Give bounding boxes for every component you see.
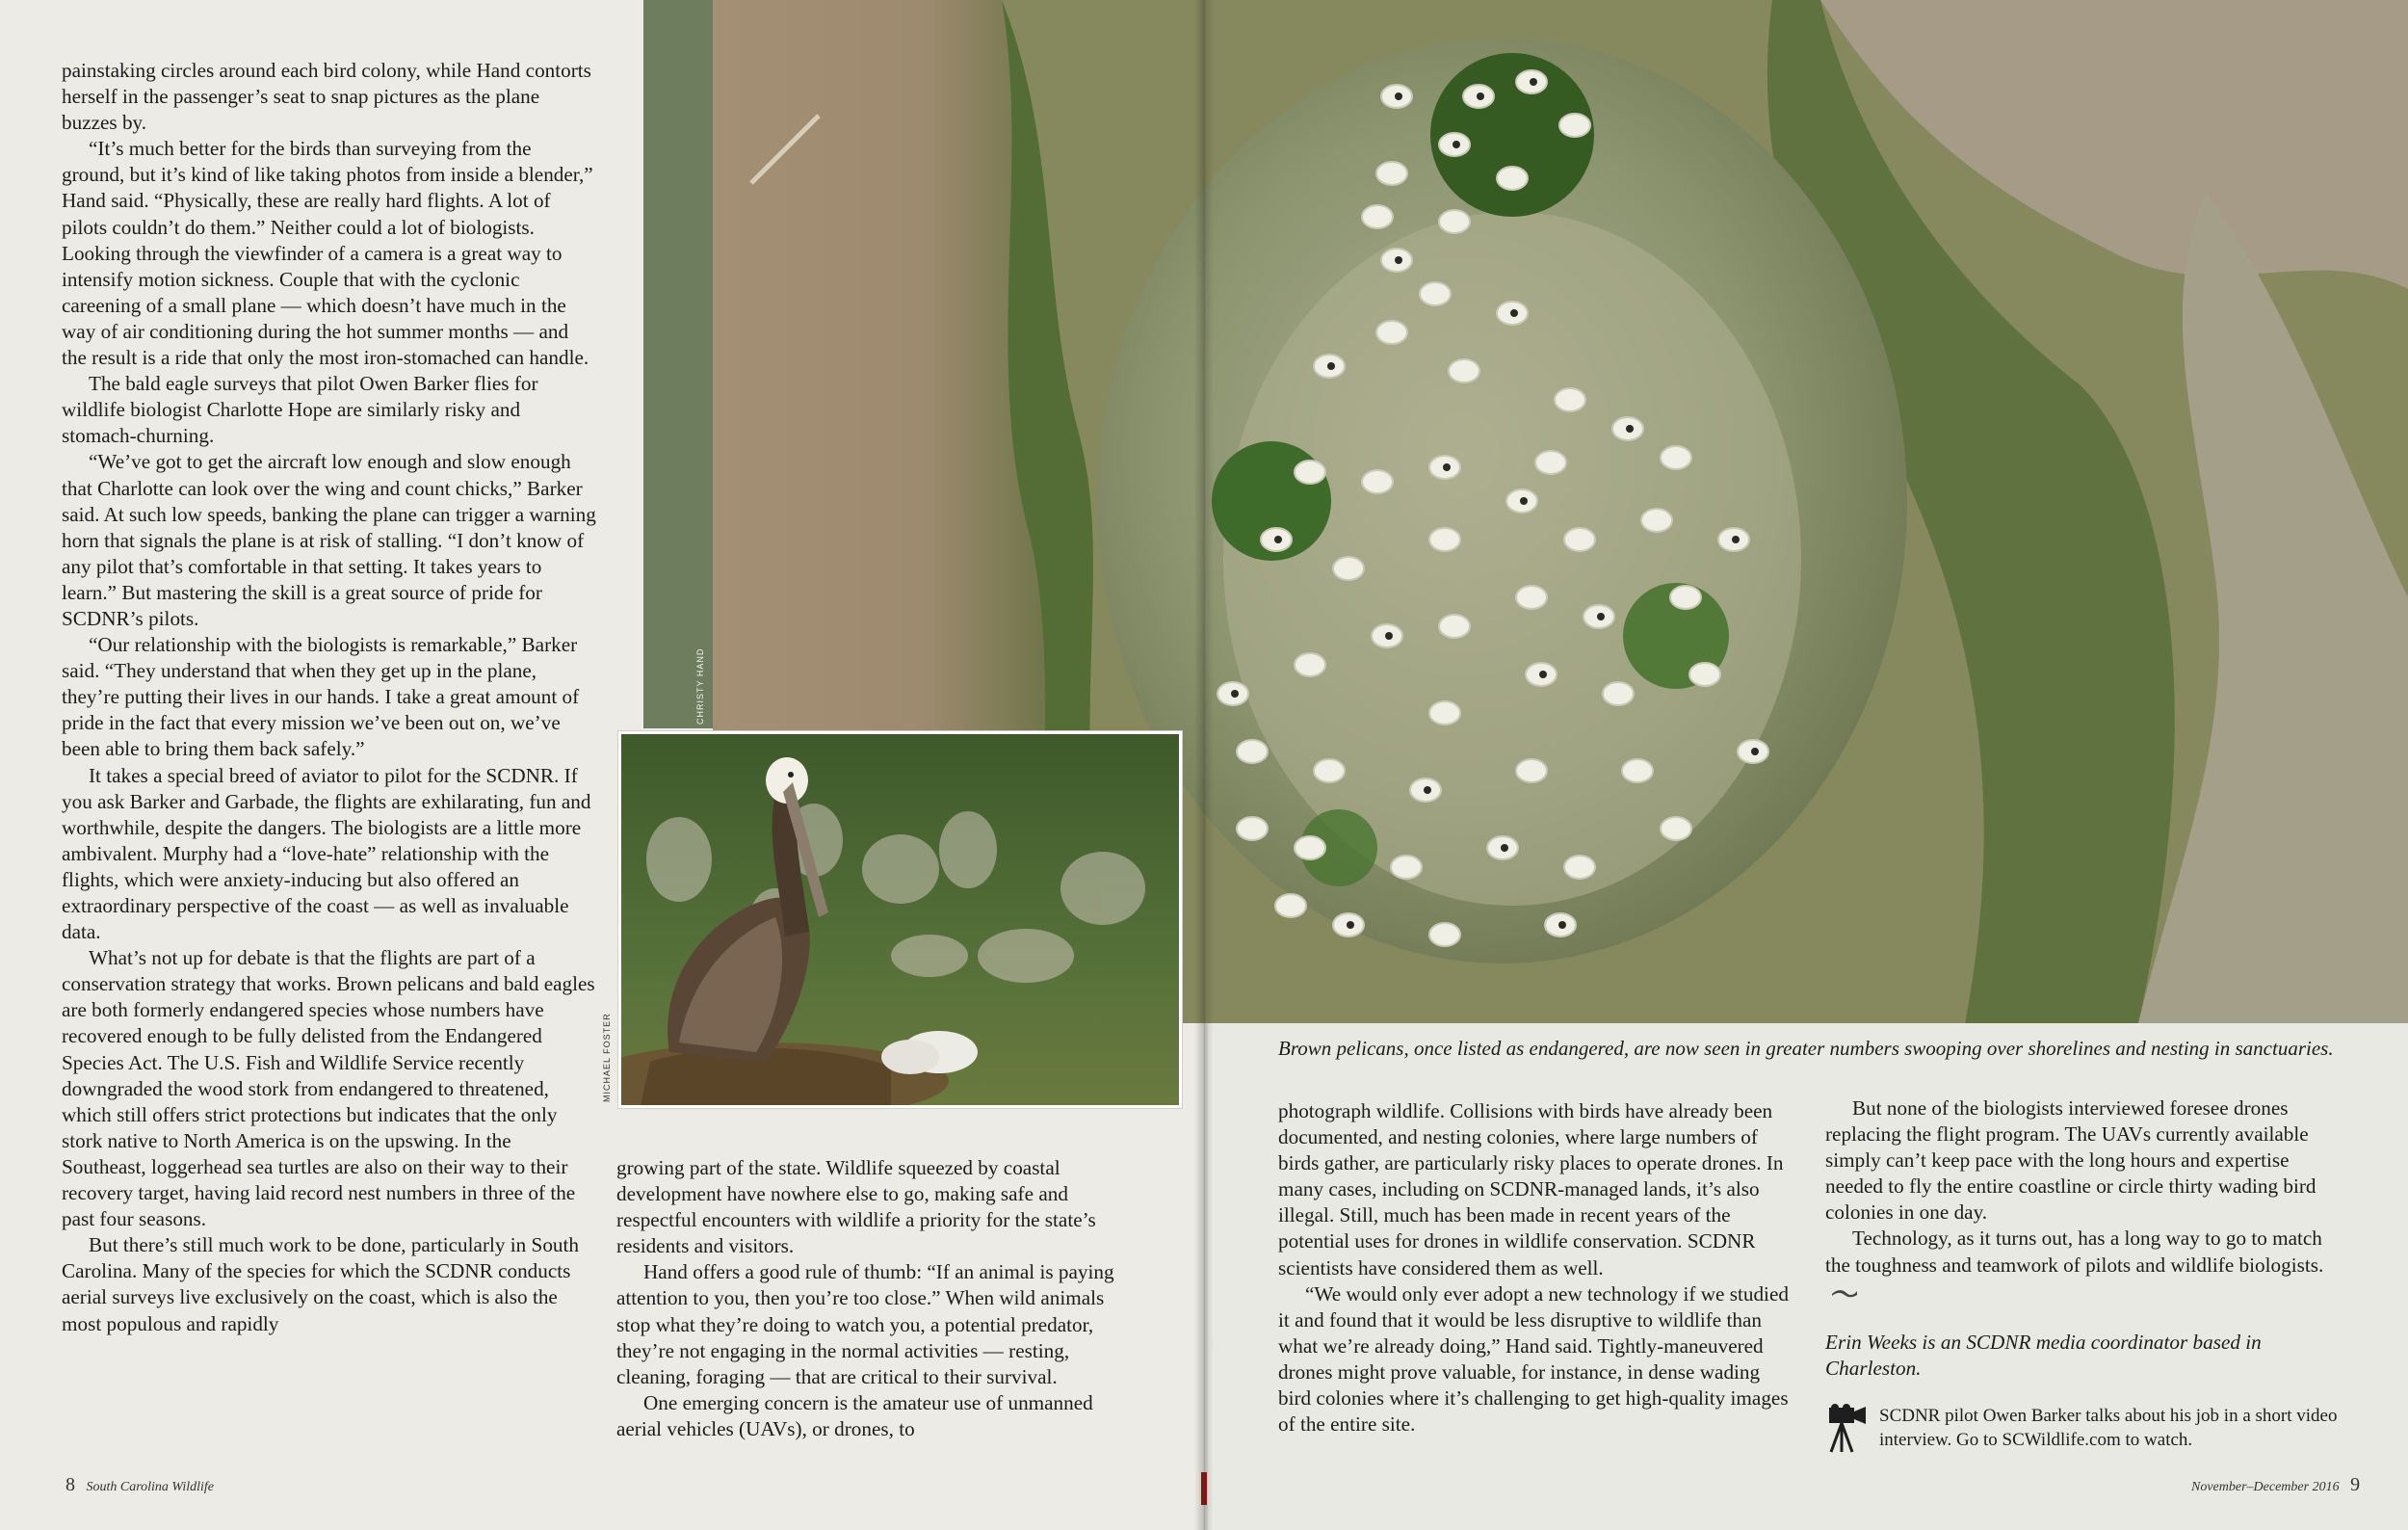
text-column-3: [1278, 1098, 1796, 1438]
spine-mark: [1201, 1472, 1207, 1505]
page-number-left: 8: [65, 1474, 75, 1495]
video-note-text: SCDNR pilot Owen Barker talks about his job in a short video interview. Go to SCWildlife.com to watch.: [1879, 1406, 2338, 1450]
paragraph: [1825, 1226, 2345, 1304]
aerial-photo-credit: CHRISTY HAND: [695, 647, 705, 725]
paragraph: painstaking circles around each bird colony, while Hand contorts herself in the passenger’s seat to snap pictures as the plane buzzes by.: [62, 59, 591, 135]
video-camera-icon: [1825, 1404, 1870, 1454]
paragraph: “Our relationship with the biologists is remarkable,” Barker said. “They understand that when they get up in the plane, they’re putting their lives in our hands. I take a great amount of pride in the fact that every mission we’ve been out on, we’ve been able to bring them back safely.”: [62, 633, 580, 761]
magazine-title: South Carolina Wildlife: [86, 1480, 214, 1494]
inset-pelican-photo: [617, 730, 1183, 1109]
paragraph: It takes a special breed of aviator to pilot for the SCDNR. If you ask Barker and Garbade, the flights are exhilarating, fun and worthwhile, despite the dangers. The biologists are a little more ambivalent. Murphy had a “love-hate” relationship with the flights, which were anxiety-inducing but also offered an extraordinary perspective of the coast — as well as invaluable data.: [62, 763, 591, 944]
page-number-right: 9: [2350, 1474, 2361, 1495]
footer-right: [2191, 1474, 2368, 1496]
author-bio: Erin Weeks is an SCDNR media coordinator based in Charleston.: [1825, 1330, 2262, 1380]
inset-photo-credit: MICHAEL FOSTER: [602, 1013, 612, 1102]
paragraph: “We would only ever adopt a new technology if we studied it and found that it would be less disruptive to wildlife than what we’re already doing,” Hand said. Tightly-maneuvered drones might prove valuable, for instance, in dense wading bird colonies where it’s challenging to get high-quality images of the entire site.: [1278, 1281, 1789, 1437]
paragraph-text: Technology, as it turns out, has a long way to go to match the toughness and teamwork of pilots and wildlife biologists.: [1825, 1227, 2324, 1277]
paragraph: photograph wildlife. Collisions with birds have already been documented, and nesting colonies, where large numbers of birds gather, are particularly risky places to operate drones. In many cases, including on SCDNR-managed lands, it’s also illegal. Still, much has been made in recent years of the potential uses for drones in wildlife conservation. SCDNR scientists have considered them as well.: [1278, 1099, 1784, 1279]
paragraph: “It’s much better for the birds than surveying from the ground, but it’s kind of like taking photos from inside a blender,” Hand said. “Physically, these are really hard flights. A lot of pilots couldn’t do them.” Neither could a lot of biologists. Looking through the viewfinder of a camera is a great way to intensify motion sickness. Couple that with the cyclonic careening of a small plane — which doesn’t have much in the way of air conditioning during the hot summer months — and the result is a ride that only the most iron-stomached can handle.: [62, 137, 593, 370]
video-note: [1825, 1404, 2365, 1452]
pelican-illustration: [621, 734, 1179, 1105]
text-column-1: [62, 58, 597, 1337]
green-sidebar-strip: [643, 0, 713, 728]
paragraph: But there’s still much work to be done, particularly in South Carolina. Many of the species for which the SCDNR conducts aerial surveys live exclusively on the coast, which is also the most populous and rapidly: [62, 1233, 580, 1335]
paragraph: But none of the biologists interviewed foresee drones replacing the flight program. The UAVs currently available simply can’t keep pace with the long hours and expertise needed to fly the entire coastline or circle thirty wading bird colonies in one day.: [1825, 1096, 2316, 1225]
text-column-4: [1825, 1095, 2345, 1382]
paragraph: One emerging concern is the amateur use of unmanned aerial vehicles (UAVs), or drones, to: [616, 1390, 1093, 1440]
paragraph: Hand offers a good rule of thumb: “If an animal is paying attention to you, then you’re too close.” When wild animals stop what they’re doing to watch you, a potential predator, they’re not engaging in the normal activities — resting, cleaning, foraging — that are critical to their survival.: [616, 1260, 1114, 1388]
paragraph: The bald eagle surveys that pilot Owen Barker flies for wildlife biologist Charlotte Hope are similarly risky and stomach-churning.: [62, 372, 538, 448]
photo-caption: Brown pelicans, once listed as endangered, are now seen in greater numbers swooping over shorelines and nesting in sanctuaries.: [1278, 1037, 2334, 1060]
paragraph: growing part of the state. Wildlife squeezed by coastal development have nowhere else to go, making safe and respectful encounters with wildlife a priority for the state’s residents and visitors.: [616, 1156, 1096, 1258]
text-column-2: [616, 1155, 1125, 1442]
page-gutter: [1194, 0, 1214, 1530]
end-mark-icon: [1831, 1288, 1858, 1298]
footer-left: [58, 1474, 214, 1496]
paragraph: What’s not up for debate is that the flights are part of a conservation strategy that works. Brown pelicans and bald eagles are both formerly endangered species whose numbers have recovered enough to be fully delisted from the Endangered Species Act. The U.S. Fish and Wildlife Service recently downgraded the wood stork from endangered to threatened, which still offers strict protections but indicates that the only stork native to North America is on the upswing. In the Southeast, loggerhead sea turtles are also on their way to their recovery target, having laid record nest numbers in three of the past four seasons.: [62, 946, 595, 1231]
issue-date: November–December 2016: [2191, 1480, 2340, 1494]
paragraph: “We’ve got to get the aircraft low enough and slow enough that Charlotte can look over the wing and count chicks,” Barker said. At such low speeds, banking the plane can trigger a warning horn that signals the plane is at risk of stalling. “I don’t know of any pilot that’s comfortable in that setting. It takes years to learn.” But mastering the skill is a great source of pride for SCDNR’s pilots.: [62, 450, 596, 630]
